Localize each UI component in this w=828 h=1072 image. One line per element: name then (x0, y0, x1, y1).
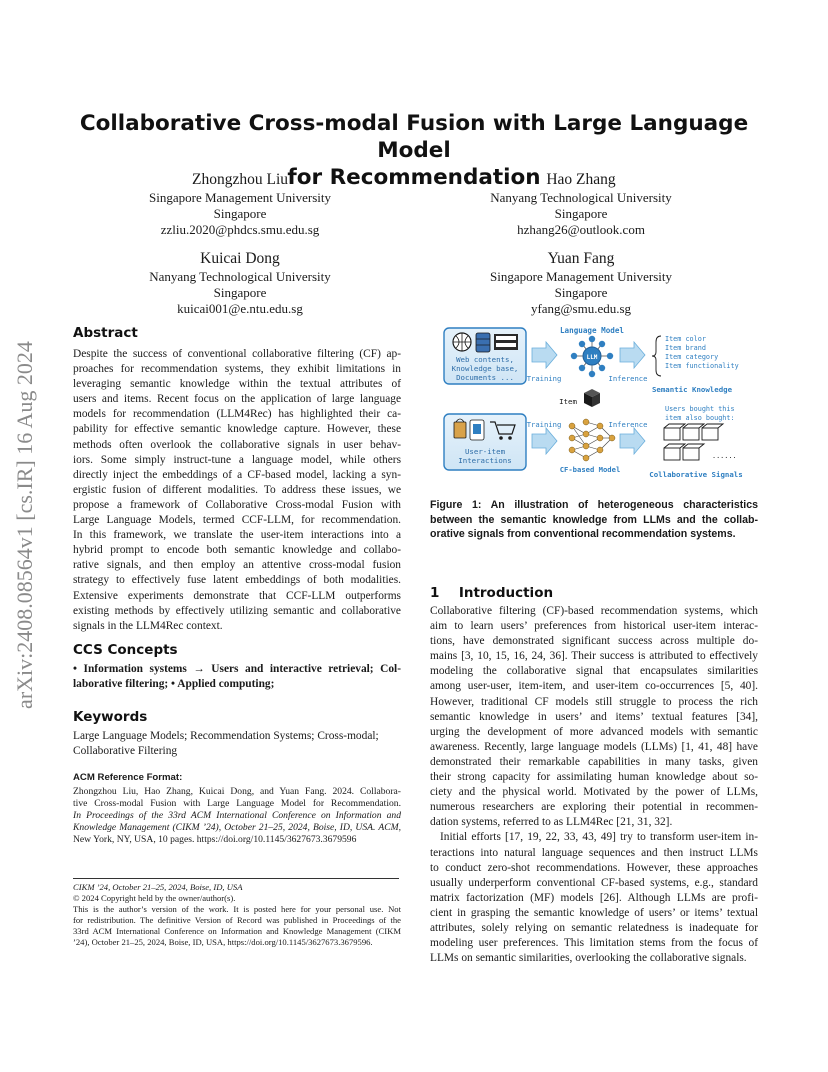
author-block-2 (466, 170, 696, 238)
author-affiliation: Nanyang Technological University (490, 190, 672, 205)
intro-line: dation systems, referred to as LLM4Rec [21, 31, 32]. (430, 816, 673, 829)
author-affiliation: Singapore Management University (149, 190, 331, 205)
intro-line: LLMs on semantic similarities, overlooking the collaborative signals. (430, 952, 747, 965)
abstract-body (73, 347, 401, 634)
author-country: Singapore (554, 206, 608, 221)
inference-arrow-top (620, 342, 645, 368)
inference-label-top: Inference (608, 374, 648, 383)
intro-line: mains [3, 10, 15, 16, 24, 36]. Their success is attributed to effectively (430, 650, 758, 663)
abstract-line: iors. Some simply instruct-tune a language model, while others (73, 453, 401, 466)
abstract-line: leveraging semantic knowledge within the textual attributes of (73, 378, 401, 391)
footnote-line: CIKM ’24, October 21–25, 2024, Boise, ID, USA (73, 882, 243, 892)
training-arrow-bottom (532, 428, 557, 454)
training-arrow-top (532, 342, 557, 368)
users-bought-2: item also bought: (665, 414, 735, 422)
ccs-body (73, 662, 401, 692)
intro-line: demonstrated their remarkable capabilities in many tasks, given (430, 755, 758, 768)
intro-heading (430, 585, 553, 601)
figure-1-diagram (440, 322, 762, 488)
author-name: Yuan Fang (547, 250, 615, 267)
footnote-line: 33rd ACM International Conference on Information and Knowledge Management (CIKM (73, 926, 401, 936)
inference-arrow-bottom (620, 428, 645, 454)
cf-network (572, 422, 612, 458)
author-affiliation: Nanyang Technological University (149, 269, 331, 284)
llm-label: LLM (586, 354, 598, 361)
intro-line: their strong capacity for assimilating human knowledge about so- (430, 771, 758, 784)
figure-caption (430, 498, 758, 542)
ui-box-text-2: Interactions (458, 456, 512, 465)
intro-line: Collaborative filtering (CF)-based recommendation systems, which (430, 605, 758, 617)
acm-ref-line: New York, NY, USA, 10 pages. https://doi.org/10.1145/3627673.3679596 (73, 834, 357, 846)
intro-line: attributes, solely relying on semantic relatedness is inadequate for (430, 921, 758, 934)
intro-line: semantic knowledge in users’ and items’ textual features [34], (430, 710, 758, 723)
abstract-line: existing methods by effectively utilizing semantic and collaborative (73, 604, 401, 617)
intro-line: teractions into natural language sequences and then instruct LLMs (430, 846, 758, 859)
abstract-heading: Abstract (73, 325, 138, 341)
keywords-body (73, 729, 401, 759)
acm-ref-line: tive Cross-modal Fusion with Large Language Model for Recommendation. (73, 798, 401, 810)
item-cube-icon (584, 389, 600, 407)
abstract-line: users and items. Recent focus on the application of large language (73, 393, 401, 406)
author-email: yfang@smu.edu.sg (530, 301, 632, 316)
intro-line: among user-user, item-item, and user-item co-occurrences [5, 40]. (430, 680, 758, 693)
footnote-line: © 2024 Copyright held by the owner/author(s). (73, 893, 236, 903)
cf-model-label: CF-based Model (559, 465, 621, 474)
author-country: Singapore (213, 206, 267, 221)
figure-caption-line: orative signals from conventional recommendation systems. (430, 528, 736, 541)
abstract-line: propose a framework of Collaborative Cross-modal Fusion with (73, 498, 401, 511)
semantic-item: Item functionality (665, 362, 739, 370)
intro-line: cient in grasping the semantic knowledge of users’ or items’ textual (430, 906, 758, 919)
abstract-line: models for recommendation (LLM4Rec) has highlighted their ca- (73, 408, 401, 421)
intro-heading-number: 1 (430, 585, 440, 601)
database-icon (476, 333, 490, 352)
web-box-text-1: Web contents, (456, 355, 514, 364)
acm-ref-line: Zhongzhou Liu, Hao Zhang, Kuicai Dong, and Yuan Fang. 2024. Collabora- (73, 786, 401, 797)
ccs-line: laborative filtering; • Applied computing; (73, 678, 275, 691)
author-name: Kuicai Dong (200, 250, 280, 267)
footnote (73, 882, 401, 948)
intro-line: urging the development of more advanced models with semantic (430, 725, 758, 738)
author-country: Singapore (554, 285, 608, 300)
semantic-item: Item color (665, 335, 706, 343)
inference-label-bottom: Inference (608, 420, 648, 429)
intro-line: However, traditional CF models still struggle to process the rich (430, 695, 758, 708)
abstract-line: ergistic fusion of different modalities. To address these issues, we (73, 483, 401, 496)
acm-ref-heading: ACM Reference Format: (73, 772, 183, 783)
intro-body (430, 604, 758, 966)
intro-heading-text: Introduction (458, 585, 554, 601)
author-name: Hao Zhang (546, 171, 616, 188)
training-label-top: Training (526, 374, 562, 383)
intro-line: modeling user preferences. This limitation stems from the focus of (430, 937, 758, 950)
keywords-heading: Keywords (73, 709, 148, 725)
abstract-line: hybrid prompt to encode both semantic knowledge and collabo- (73, 544, 401, 557)
abstract-line: Large Language Models, termed CCF-LLM, for recommendation. (73, 514, 401, 527)
intro-line: tions, have demonstrated significant success across multiple do- (430, 635, 758, 648)
abstract-line: In this framework, we translate the user-item interactions into a (73, 529, 401, 542)
abstract-line: strategy to effectively fuse latent embeddings of both modalities. (73, 574, 401, 587)
footnote-rule (73, 878, 399, 879)
abstract-line: Extensive experiments demonstrate that CCF-LLM outperforms (73, 589, 401, 602)
ui-box-text-1: User-item (464, 447, 506, 456)
abstract-line: directly inject the embeddings of a CF-based model, lacking a syn- (73, 468, 401, 481)
author-email: zzliu.2020@phdcs.smu.edu.sg (160, 222, 320, 237)
abstract-line: proaches for recommendation systems, they exhibit limitations in (73, 363, 401, 376)
abstract-line: signals in the LLM4Rec context. (73, 619, 223, 632)
intro-line: to conduct zero-shot recommendations. However, these approaches (430, 861, 758, 874)
intro-line: awareness. Recently, large language models (LLMs) [1, 41, 48] have (430, 740, 758, 753)
web-box-text-3: Documents ... (456, 373, 514, 382)
intro-line: Initial efforts [17, 19, 22, 33, 43, 49] try to transform user-item in- (440, 831, 758, 844)
acm-ref-line: In Proceedings of the 33rd ACM International Conference on Information and (73, 810, 401, 822)
arxiv-stamp: arXiv:2408.08564v1 [cs.IR] 16 Aug 2024 (12, 341, 37, 709)
acm-ref-line: Knowledge Management (CIKM ’24), October 21–25, 2024, Boise, ID, USA. ACM, (73, 822, 401, 834)
semantic-item: Item category (665, 353, 719, 361)
abstract-line: Despite the success of conventional collaborative filtering (CF) ap- (73, 348, 401, 360)
title-line-1: Collaborative Cross-modal Fusion with Large Language Model (79, 111, 749, 163)
author-email: hzhang26@outlook.com (517, 222, 645, 237)
training-label-bottom: Training (526, 420, 562, 429)
figure-1 (440, 322, 762, 488)
intro-line: aim to learn users’ preferences from historical user-item interac- (430, 620, 758, 633)
ellipsis: ...... (712, 452, 737, 460)
ccs-line: • Information systems → Users and interactive retrieval; Col- (73, 663, 401, 675)
acm-ref-body (73, 786, 401, 846)
author-country: Singapore (213, 285, 267, 300)
ccs-heading: CCS Concepts (73, 642, 178, 658)
author-block-1 (120, 170, 360, 238)
figure-caption-line: between the semantic knowledge from LLMs and the collab- (430, 513, 758, 526)
author-email: kuicai001@e.ntu.edu.sg (177, 301, 303, 316)
keywords-line: Large Language Models; Recommendation Systems; Cross-modal; (73, 730, 379, 742)
semantic-item: Item brand (665, 344, 706, 352)
language-model-label: Language Model (559, 326, 625, 335)
collab-signals-label: Collaborative Signals (649, 470, 743, 479)
intro-line: usually underperform conventional CF-based systems, e.g., standard (430, 876, 758, 889)
footnote-line: This is the author’s version of the work. It is posted here for your personal use. Not (73, 904, 401, 914)
semantic-knowledge-label: Semantic Knowledge (651, 385, 733, 394)
intro-line: numerous researchers are exploring their potential in recommen- (430, 801, 758, 814)
item-label: Item (559, 397, 577, 406)
author-affiliation: Singapore Management University (490, 269, 672, 284)
figure-caption-line: Figure 1: An illustration of heterogeneous characteristics (430, 499, 758, 511)
users-bought-1: Users bought this (665, 405, 735, 413)
intro-line: matrix factorization (MF) models [26]. Although LLMs are profi- (430, 891, 758, 904)
intro-line: modeling the collaborative signal that encapsulates similarities (430, 665, 758, 678)
author-block-3 (120, 249, 360, 317)
shopping-bag-icon (454, 422, 466, 438)
abstract-line: rative signals, and then employ an attentive cross-modal fusion (73, 559, 401, 572)
abstract-line: pability for effective semantic knowledge capture. However, these (73, 423, 401, 436)
brace-top (652, 336, 661, 376)
footnote-line: ’24), October 21–25, 2024, Boise, ID, USA, https://doi.org/10.1145/3627673.3679596. (73, 937, 373, 947)
web-box-text-2: Knowledge base, (451, 364, 519, 373)
author-name: Zhongzhou Liu (192, 171, 288, 188)
abstract-line: methods often overlook the collaborative signals in user behav- (73, 438, 401, 451)
title-line-2: for Recommendation (287, 165, 541, 190)
footnote-line: for redistribution. The definitive Version of Record was published in Proceedings of the (73, 915, 401, 925)
keywords-line: Collaborative Filtering (73, 745, 178, 758)
intro-line: ciety and the physical world. Motivated by the power of LLMs, (430, 786, 758, 799)
author-block-4 (466, 249, 696, 317)
